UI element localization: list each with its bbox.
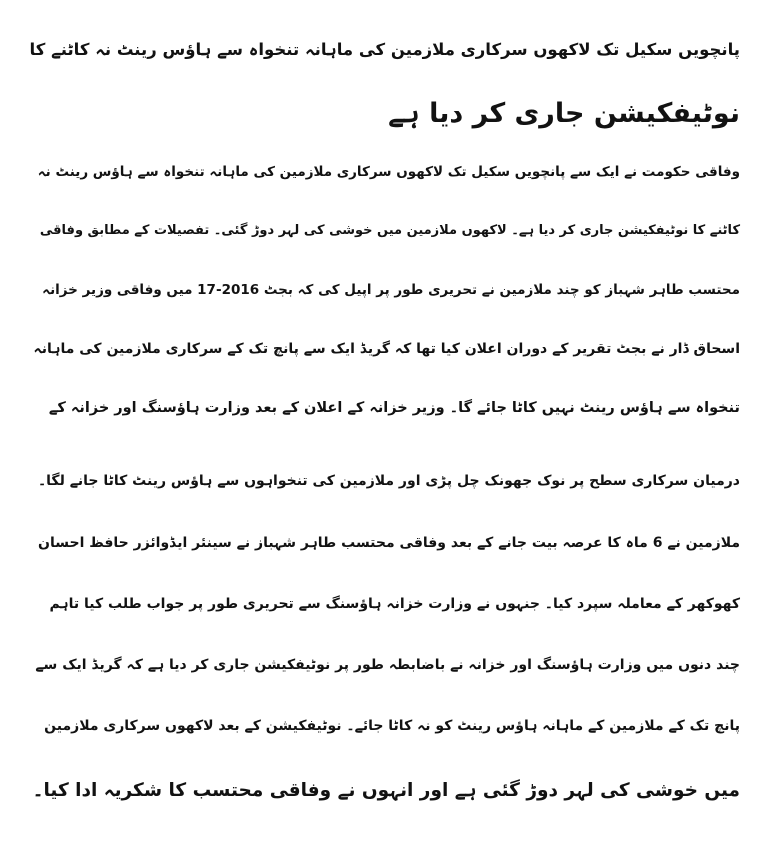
article-body-line-2: کاٹنے کا نوٹیفکیشن جاری کر دیا ہے۔ لاکھوں ملازمین میں خوشی کی لہر دوڑ گئی۔ تفصیلات کے مطابق وفاقی — [39, 223, 740, 238]
article-body-line-3: محتسب طاہر شہباز کو چند ملازمین نے تحریری طور پر اپیل کی کہ بجٹ 2016-17 میں وفاقی وزیر خزانہ — [42, 282, 740, 298]
article-body-line-5: تنخواہ سے ہاؤس رینٹ نہیں کاٹا جائے گا۔ وزیر خزانہ کے اعلان کے بعد وزارت ہاؤسنگ اور خزانہ کے — [48, 400, 740, 416]
article-title-line-1: پانچویں سکیل تک لاکھوں سرکاری ملازمین کی ماہانہ تنخواہ سے ہاؤس رینٹ نہ کاٹنے کا — [29, 40, 740, 59]
article-body-line-11: میں خوشی کی لہر دوڑ گئی ہے اور انہوں نے وفاقی محتسب کا شکریہ ادا کیا۔ — [32, 780, 740, 801]
article-body-line-7: ملازمین نے 6 ماہ کا عرصہ بیت جانے کے بعد وفاقی محتسب طاہر شہباز نے سینئر ایڈوائزر حافظ احسان — [38, 535, 740, 551]
article-body-line-9: چند دنوں میں وزارت ہاؤسنگ اور خزانہ نے باضابطہ طور پر نوٹیفکیشن جاری کر دیا ہے کہ گریڈ ایک سے — [35, 657, 740, 673]
article-body-line-8: کھوکھر کے معاملہ سپرد کیا۔ جنہوں نے وزارت خزانہ ہاؤسنگ سے تحریری طور پر جواب طلب کیا تاہم — [49, 596, 740, 612]
article-body-line-6: درمیان سرکاری سطح پر نوک جھونک چل پڑی اور ملازمین کی تنخواہوں سے ہاؤس رینٹ کاٹا جانے لگا۔ — [37, 473, 740, 489]
article-body-line-4: اسحاق ڈار نے بجٹ تقریر کے دوران اعلان کیا تھا کہ گریڈ ایک سے پانچ تک کے سرکاری ملازمین کی ماہانہ — [33, 341, 740, 357]
article-body-line-10: پانچ تک کے ملازمین کے ماہانہ ہاؤس رینٹ کو نہ کاٹا جائے۔ نوٹیفکیشن کے بعد لاکھوں سرکاری ملازمین — [44, 718, 740, 734]
article-body-line-1: وفاقی حکومت نے ایک سے پانچویں سکیل تک لاکھوں سرکاری ملازمین کی ماہانہ تنخواہ سے ہاؤس رینٹ نہ — [37, 164, 740, 180]
article-title-line-2: نوٹیفکیشن جاری کر دیا ہے — [388, 98, 740, 129]
